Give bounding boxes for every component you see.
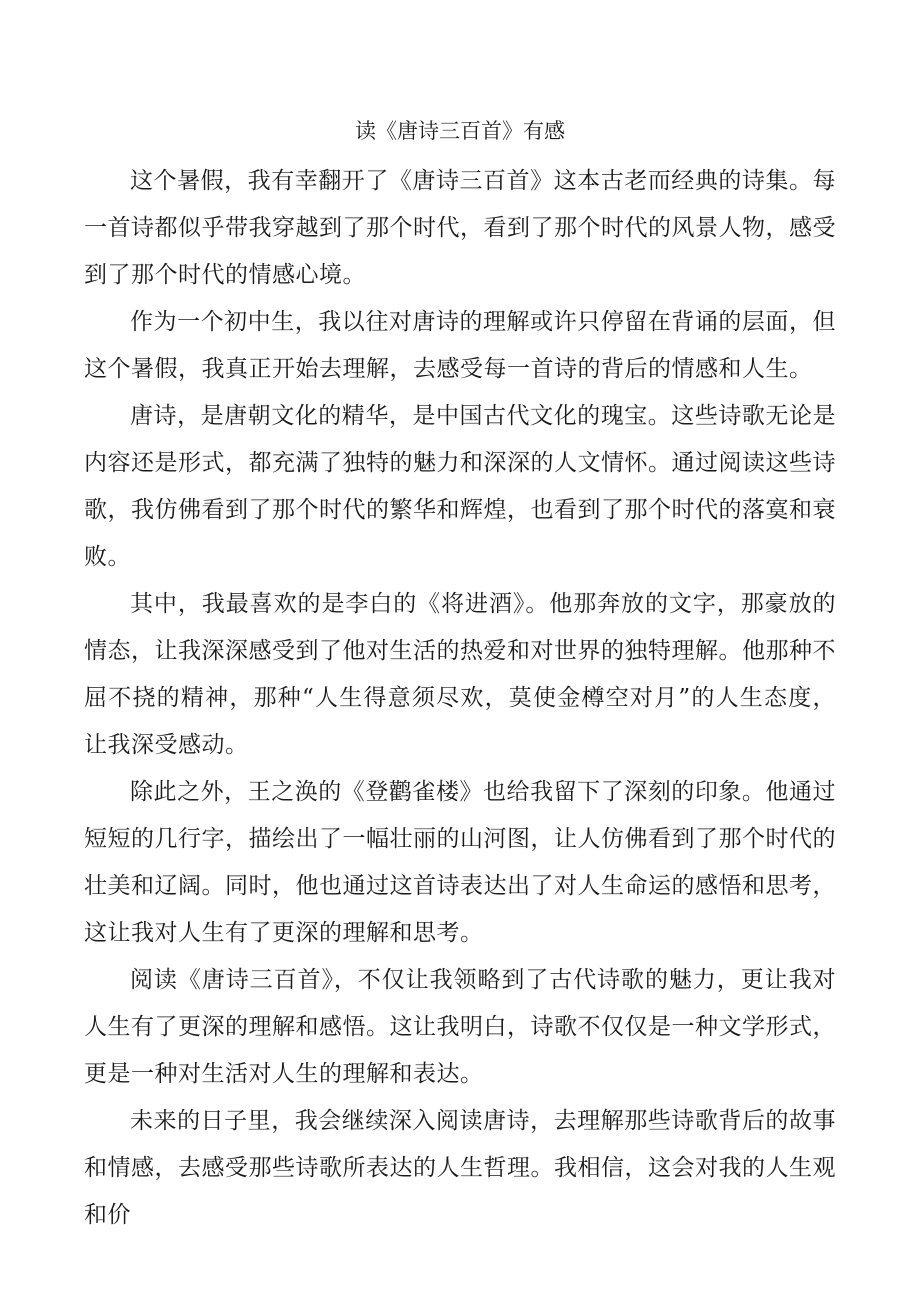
document-body <box>84 158 836 1239</box>
paragraph-6: 阅读《唐诗三百首》，不仅让我领略到了古代诗歌的魅力，更让我对人生有了更深的理解和感悟。这让我明白，诗歌不仅仅是一种文学形式，更是一种对生活对人生的理解和表达。 <box>84 967 836 1087</box>
paragraph-5: 除此之外，王之涣的《登鹳雀楼》也给我留下了深刻的印象。他通过短短的几行字，描绘出了一幅壮丽的山河图，让人仿佛看到了那个时代的壮美和辽阔。同时，他也通过这首诗表达出了对人生命运的感悟和思考，这让我对人生有了更深的理解和思考。 <box>84 779 836 946</box>
paragraph-2: 作为一个初中生，我以往对唐诗的理解或许只停留在背诵的层面，但这个暑假，我真正开始去理解，去感受每一首诗的背后的情感和人生。 <box>84 309 836 382</box>
document-title: 读《唐诗三百首》有感 <box>355 119 565 143</box>
paragraph-4: 其中，我最喜欢的是李白的《将进酒》。他那奔放的文字，那豪放的情态，让我深深感受到了他对生活的热爱和对世界的独特理解。他那种不屈不挠的精神，那种“人生得意须尽欢，莫使金樽空对月”的人生态度，让我深受感动。 <box>84 591 836 758</box>
paragraph-7: 未来的日子里，我会继续深入阅读唐诗，去理解那些诗歌背后的故事和情感，去感受那些诗歌所表达的人生哲理。我相信，这会对我的人生观和价 <box>84 1108 836 1228</box>
paragraph-3: 唐诗，是唐朝文化的精华，是中国古代文化的瑰宝。这些诗歌无论是内容还是形式，都充满了独特的魅力和深深的人文情怀。通过阅读这些诗歌，我仿佛看到了那个时代的繁华和辉煌，也看到了那个时代的落寞和衰败。 <box>84 403 836 570</box>
paragraph-1: 这个暑假，我有幸翻开了《唐诗三百首》这本古老而经典的诗集。每一首诗都似乎带我穿越到了那个时代，看到了那个时代的风景人物，感受到了那个时代的情感心境。 <box>84 168 836 288</box>
